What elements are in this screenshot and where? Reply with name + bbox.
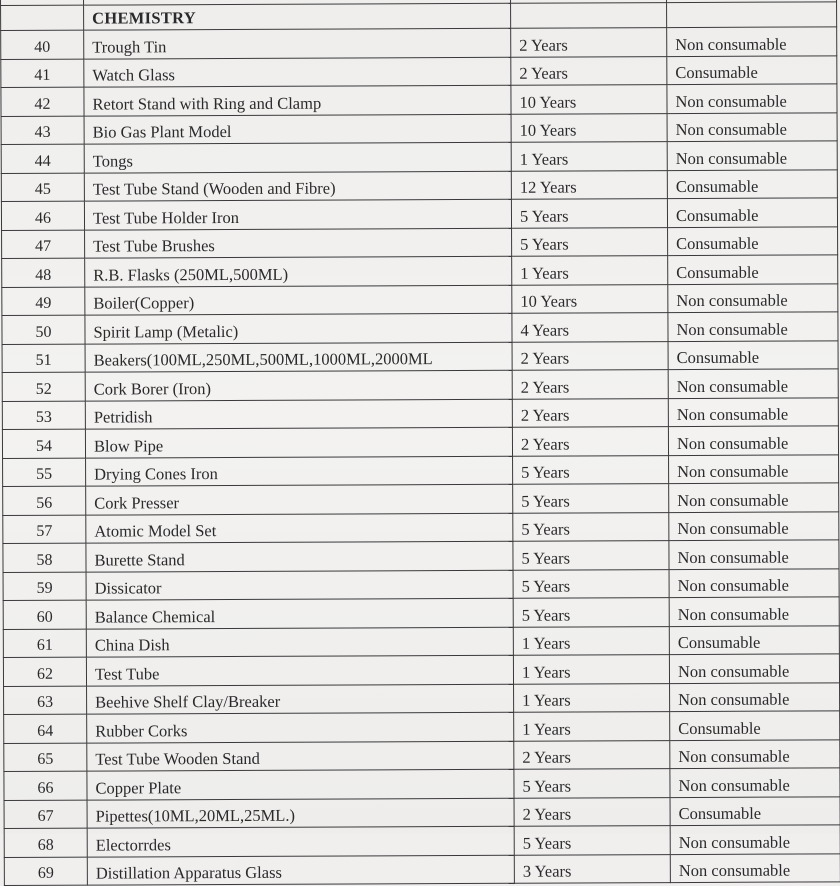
life-span: 2 Years <box>511 56 667 85</box>
table-row <box>1 141 837 173</box>
item-type: Non consumable <box>669 454 839 483</box>
table-row <box>3 625 839 657</box>
life-span: 2 Years <box>512 398 668 427</box>
table-row <box>2 312 838 344</box>
table-row <box>2 426 838 458</box>
item-type: Non consumable <box>668 283 838 312</box>
table-row <box>2 283 838 315</box>
serial-number: 69 <box>4 857 87 886</box>
serial-number: 55 <box>3 458 86 487</box>
table-row <box>3 540 839 572</box>
item-name: Balance Chemical <box>86 598 513 628</box>
serial-number: 40 <box>1 30 84 59</box>
serial-number: 67 <box>4 800 87 829</box>
serial-number: 52 <box>2 372 85 401</box>
item-type: Non consumable <box>668 397 838 426</box>
life-span: 5 Years <box>513 484 669 513</box>
table-row <box>2 255 838 287</box>
table-row <box>4 825 840 857</box>
life-span: 5 Years <box>513 512 669 541</box>
item-name: Beakers(100ML,250ML,500ML,1000ML,2000ML <box>85 342 512 372</box>
life-span: 2 Years <box>514 797 670 826</box>
table-row <box>3 454 839 486</box>
serial-number: 47 <box>2 230 85 259</box>
item-type: Non consumable <box>667 27 837 56</box>
item-type: Consumable <box>668 255 838 284</box>
item-type: Non consumable <box>669 597 839 626</box>
life-span: 10 Years <box>511 85 667 114</box>
item-name: Copper Plate <box>87 769 514 799</box>
life-span: 5 Years <box>514 826 670 855</box>
table-row <box>3 654 839 686</box>
life-span: 3 Years <box>514 854 670 883</box>
item-name: Cork Presser <box>86 484 513 514</box>
item-name: Burette Stand <box>86 541 513 571</box>
item-type: Non consumable <box>670 825 840 854</box>
life-span: 5 Years <box>512 227 668 256</box>
table-row <box>1 169 837 201</box>
item-type: Consumable <box>670 796 840 825</box>
serial-number: 58 <box>3 543 86 572</box>
table-row <box>1 27 837 59</box>
item-type: Non consumable <box>669 654 839 683</box>
item-type: Consumable <box>670 711 840 740</box>
section-header-row <box>1 2 837 31</box>
item-type: Non consumable <box>669 568 839 597</box>
table-row <box>1 198 837 230</box>
life-span: 1 Years <box>512 256 668 285</box>
table-row <box>3 597 839 629</box>
table-row <box>4 853 840 885</box>
table-row <box>4 711 840 743</box>
item-name: Boiler(Copper) <box>85 285 512 315</box>
item-name: Retort Stand with Ring and Clamp <box>84 85 511 115</box>
item-name: Test Tube <box>86 655 513 685</box>
item-type: Non consumable <box>667 141 837 170</box>
serial-number: 42 <box>1 87 84 116</box>
item-name: Trough Tin <box>84 28 511 58</box>
table-row <box>2 369 838 401</box>
serial-number: 43 <box>1 116 84 145</box>
table-row <box>4 739 840 771</box>
item-type: Non consumable <box>670 853 840 882</box>
table-row <box>1 84 837 116</box>
item-name: Bio Gas Plant Model <box>84 114 511 144</box>
life-span: 12 Years <box>511 170 667 199</box>
section-title: CHEMISTRY <box>84 3 511 30</box>
serial-number: 57 <box>3 515 86 544</box>
item-name: Atomic Model Set <box>86 513 513 543</box>
item-name: Test Tube Brushes <box>85 228 512 258</box>
item-name: Test Tube Stand (Wooden and Fibre) <box>84 171 511 201</box>
life-span: 5 Years <box>513 455 669 484</box>
item-name: Electorrdes <box>87 826 514 856</box>
table-row <box>1 112 837 144</box>
serial-number: 60 <box>3 600 86 629</box>
item-name: Beehive Shelf Clay/Breaker <box>87 684 514 714</box>
item-name: Dissicator <box>86 570 513 600</box>
life-cell <box>511 3 667 29</box>
item-type: Consumable <box>668 226 838 255</box>
life-span: 1 Years <box>513 626 669 655</box>
life-span: 2 Years <box>511 28 667 57</box>
item-name: Distillation Apparatus Glass <box>87 855 514 885</box>
life-span: 1 Years <box>514 712 670 741</box>
life-span: 2 Years <box>512 427 668 456</box>
item-type: Non consumable <box>670 739 840 768</box>
item-type: Non consumable <box>668 312 838 341</box>
life-span: 5 Years <box>513 569 669 598</box>
life-span: 1 Years <box>514 683 670 712</box>
type-cell <box>667 2 837 28</box>
table-row <box>4 768 840 800</box>
serial-number: 51 <box>2 344 85 373</box>
item-type: Consumable <box>668 340 838 369</box>
item-type: Non consumable <box>670 682 840 711</box>
table-row <box>4 796 840 828</box>
serial-number: 45 <box>1 173 84 202</box>
item-name: Test Tube Wooden Stand <box>87 741 514 771</box>
item-type: Consumable <box>667 55 837 84</box>
table-row <box>2 340 838 372</box>
serial-number: 53 <box>2 401 85 430</box>
item-type: Non consumable <box>667 112 837 141</box>
item-type: Consumable <box>667 169 837 198</box>
item-type: Non consumable <box>669 483 839 512</box>
item-type: Non consumable <box>669 511 839 540</box>
item-name: Pipettes(10ML,20ML,25ML.) <box>87 798 514 828</box>
life-span: 5 Years <box>514 769 670 798</box>
life-span: 5 Years <box>511 199 667 228</box>
serial-number: 59 <box>3 572 86 601</box>
life-span: 2 Years <box>512 370 668 399</box>
item-name: Cork Borer (Iron) <box>85 370 512 400</box>
serial-number: 41 <box>1 59 84 88</box>
table-row <box>4 682 840 714</box>
item-type: Non consumable <box>670 768 840 797</box>
item-type: Non consumable <box>668 426 838 455</box>
serial-number: 68 <box>4 828 87 857</box>
life-span: 2 Years <box>512 341 668 370</box>
serial-number: 56 <box>3 486 86 515</box>
serial-number: 54 <box>2 429 85 458</box>
item-name: Tongs <box>84 142 511 172</box>
table-row <box>3 568 839 600</box>
item-name: Blow Pipe <box>85 427 512 457</box>
item-name: Rubber Corks <box>87 712 514 742</box>
item-type: Non consumable <box>668 369 838 398</box>
item-type: Non consumable <box>669 540 839 569</box>
item-type: Consumable <box>669 625 839 654</box>
serial-number: 64 <box>4 714 87 743</box>
table-row <box>3 511 839 543</box>
life-span: 10 Years <box>512 284 668 313</box>
life-span: 10 Years <box>511 113 667 142</box>
serial-number: 65 <box>4 743 87 772</box>
life-span: 1 Years <box>511 142 667 171</box>
life-span: 5 Years <box>513 541 669 570</box>
serial-number: 49 <box>2 287 85 316</box>
item-type: Non consumable <box>667 84 837 113</box>
serial-number: 48 <box>2 258 85 287</box>
table-row <box>3 483 839 515</box>
item-name: Watch Glass <box>84 57 511 87</box>
item-name: Drying Cones Iron <box>86 456 513 486</box>
item-type: Consumable <box>667 198 837 227</box>
item-name: China Dish <box>86 627 513 657</box>
life-span: 1 Years <box>513 655 669 684</box>
serial-number: 46 <box>1 201 84 230</box>
serial-number: 62 <box>3 657 86 686</box>
serial-cell <box>1 5 84 30</box>
life-span: 5 Years <box>513 598 669 627</box>
life-span: 4 Years <box>512 313 668 342</box>
serial-number: 50 <box>2 315 85 344</box>
serial-number: 61 <box>3 629 86 658</box>
item-name: Test Tube Holder Iron <box>84 199 511 229</box>
serial-number: 63 <box>4 686 87 715</box>
item-name: Petridish <box>85 399 512 429</box>
table-row <box>1 55 837 87</box>
item-name: Spirit Lamp (Metalic) <box>85 313 512 343</box>
item-name: R.B. Flasks (250ML,500ML) <box>85 256 512 286</box>
table-row <box>2 397 838 429</box>
serial-number: 44 <box>1 144 84 173</box>
life-span: 2 Years <box>514 740 670 769</box>
table-row <box>2 226 838 258</box>
serial-number: 66 <box>4 771 87 800</box>
